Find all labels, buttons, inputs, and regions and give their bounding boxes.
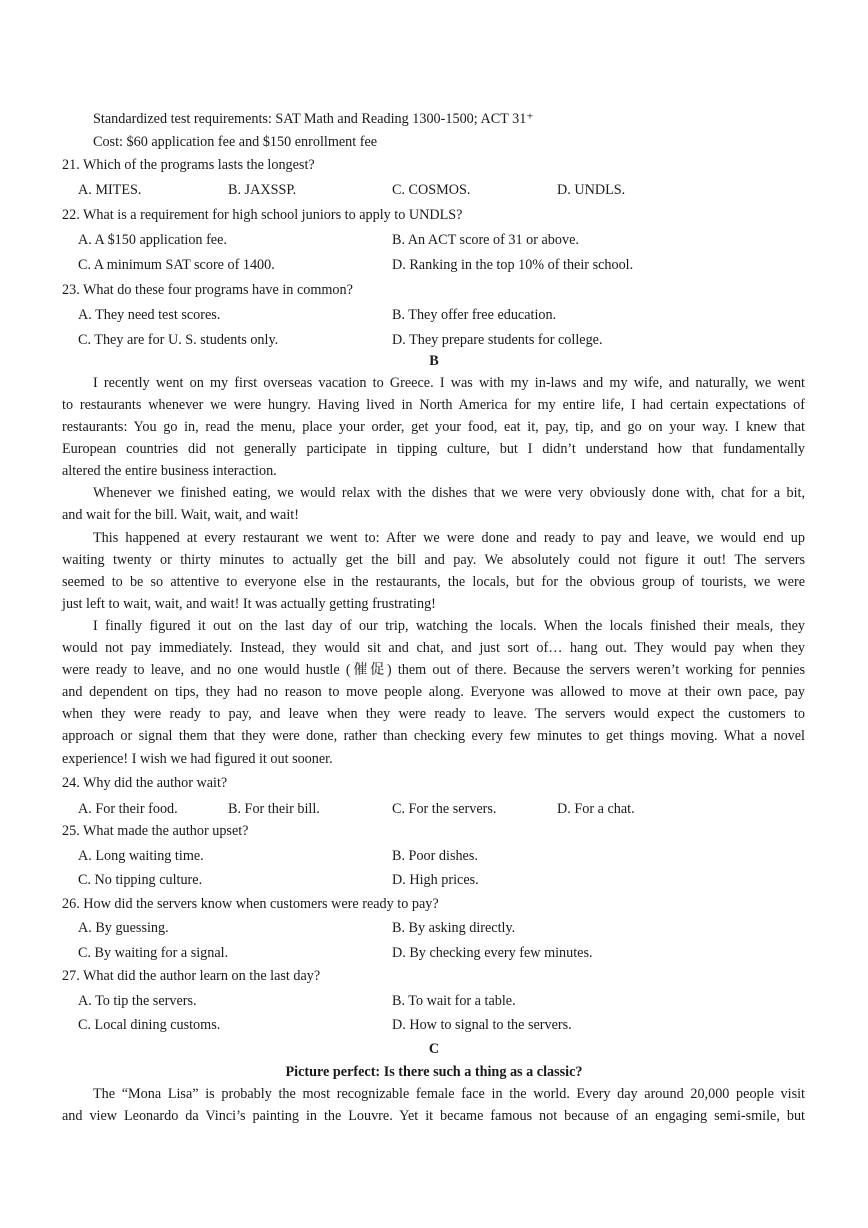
section-b-label: B: [429, 353, 439, 369]
option-22-b: B. An ACT score of 31 or above.: [392, 232, 579, 248]
option-26-b: B. By asking directly.: [392, 920, 516, 936]
passage-b-paragraph-2: [62, 482, 805, 526]
passage-line: just left to wait, wait, and wait! It was actually getting frustrating!: [62, 596, 436, 613]
passage-line: restaurants: You go in, read the menu, place your order, get your food, eat it, pay, tip, and go on your way. I knew that: [62, 419, 805, 436]
option-24-c: C. For the servers.: [392, 801, 497, 817]
passage-c-title: Picture perfect: Is there such a thing as a classic?: [285, 1064, 583, 1080]
option-23-c: C. They are for U. S. students only.: [78, 332, 279, 348]
option-23-b: B. They offer free education.: [392, 307, 557, 323]
question-23: 23. What do these four programs have in common?: [62, 282, 353, 298]
option-27-c: C. Local dining customs.: [78, 1017, 221, 1033]
passage-line: approach or signal them that they were done, rather than checking every few minutes to get things moving. What a novel: [62, 728, 805, 745]
option-21-d: D. UNDLS.: [557, 182, 626, 198]
passage-line: altered the entire business interaction.: [62, 463, 277, 480]
option-22-d: D. Ranking in the top 10% of their school.: [392, 257, 634, 273]
option-22-c: C. A minimum SAT score of 1400.: [78, 257, 275, 273]
option-25-c: C. No tipping culture.: [78, 872, 203, 888]
passage-line: The “Mona Lisa” is probably the most recognizable female face in the world. Every day around 20,000 people visit: [93, 1086, 805, 1102]
cost-info: Cost: $60 application fee and $150 enrollment fee: [93, 134, 378, 150]
passage-line: seemed to be so attentive to everyone else in the restaurants, the locals, but for the obvious group of tourists, we were: [62, 574, 805, 591]
option-26-d: D. By checking every few minutes.: [392, 945, 593, 961]
option-24-b: B. For their bill.: [228, 801, 320, 817]
option-24-d: D. For a chat.: [557, 801, 635, 817]
option-21-c: C. COSMOS.: [392, 182, 471, 198]
question-25: 25. What made the author upset?: [62, 823, 249, 839]
option-26-a: A. By guessing.: [78, 920, 169, 936]
option-26-c: C. By waiting for a signal.: [78, 945, 229, 961]
passage-line: Whenever we finished eating, we would relax with the dishes that we were very obviously done with, chat for a bit,: [93, 485, 805, 501]
passage-b-paragraph-1: [62, 372, 805, 482]
question-26: 26. How did the servers know when customers were ready to pay?: [62, 896, 439, 912]
passage-c-paragraph-1: [62, 1083, 805, 1127]
passage-line: This happened at every restaurant we went to: After we were done and ready to pay and leave, we would end up: [93, 530, 805, 546]
option-25-d: D. High prices.: [392, 872, 479, 888]
question-27: 27. What did the author learn on the last day?: [62, 968, 321, 984]
option-23-a: A. They need test scores.: [78, 307, 221, 323]
passage-line: European countries did not generally participate in tipping culture, but I didn’t understand how that fundamentally: [62, 441, 805, 458]
option-27-b: B. To wait for a table.: [392, 993, 516, 1009]
passage-line: and view Leonardo da Vinci’s painting in the Louvre. Yet it became famous not because of an engaging semi-smile, but: [62, 1108, 805, 1125]
option-24-a: A. For their food.: [78, 801, 178, 817]
option-27-d: D. How to signal to the servers.: [392, 1017, 572, 1033]
passage-line: and dependent on tips, they had no reason to move people along. Everyone was allowed to move at their own pace, pay: [62, 684, 805, 701]
option-22-a: A. A $150 application fee.: [78, 232, 227, 248]
question-21: 21. Which of the programs lasts the longest?: [62, 157, 315, 173]
test-requirements: Standardized test requirements: SAT Math and Reading 1300-1500; ACT 31⁺: [93, 111, 534, 127]
passage-b-paragraph-3: [62, 527, 805, 615]
section-c-label: C: [428, 1041, 440, 1057]
passage-line: would not pay immediately. Instead, they would sit and chat, and just sort of… hang out. They would pay when they: [62, 640, 805, 657]
option-25-b: B. Poor dishes.: [392, 848, 478, 864]
passage-line: waiting twenty or thirty minutes to actually get the bill and pay. We absolutely could not figure it out! The servers: [62, 552, 805, 569]
question-22: 22. What is a requirement for high school juniors to apply to UNDLS?: [62, 207, 463, 223]
option-21-b: B. JAXSSP.: [228, 182, 297, 198]
option-23-d: D. They prepare students for college.: [392, 332, 603, 348]
option-25-a: A. Long waiting time.: [78, 848, 204, 864]
passage-b-paragraph-4: [62, 615, 805, 770]
passage-line: I finally figured it out on the last day of our trip, watching the locals. When the locals finished their meals, they: [93, 618, 805, 634]
passage-line: and wait for the bill. Wait, wait, and wait!: [62, 507, 299, 524]
option-21-a: A. MITES.: [78, 182, 142, 198]
passage-line: I recently went on my first overseas vacation to Greece. I was with my in-laws and my wife, and naturally, we went: [93, 375, 805, 391]
passage-line: were ready to leave, and no one would hustle (催促) them out of there. Because the servers weren’t working for pennies: [62, 662, 805, 679]
passage-line: to restaurants whenever we were hungry. Having lived in North America for my entire life, I had certain expectations of: [62, 397, 805, 414]
question-24: 24. Why did the author wait?: [62, 775, 228, 791]
passage-line: when they were ready to pay, and leave when they were ready to leave. The servers would expect the customers to: [62, 706, 805, 723]
passage-line: experience! I wish we had figured it out sooner.: [62, 750, 333, 767]
option-27-a: A. To tip the servers.: [78, 993, 197, 1009]
